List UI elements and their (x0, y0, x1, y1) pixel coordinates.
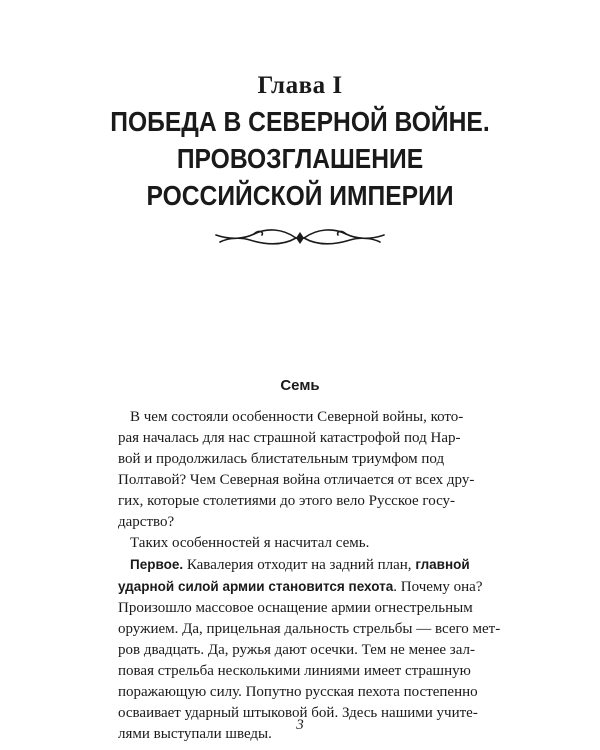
emphasis-text: главной (415, 557, 470, 572)
text-line: вой и продолжилась блистательным триумфом под (118, 451, 445, 467)
text-fragment: Кавалерия отходит на задний план, (183, 557, 416, 573)
text-line: В чем состояли особенности Северной войны, кото- (130, 409, 464, 425)
chapter-title-line: РОССИЙСКОЙ ИМПЕРИИ (146, 180, 454, 211)
chapter-title-line: ПОБЕДА В СЕВЕРНОЙ ВОЙНЕ. (110, 106, 490, 137)
text-fragment: . Почему она? (393, 579, 483, 595)
flourish-divider-icon (210, 226, 390, 250)
text-line: ров двадцать. Да, ружья дают осечки. Тем не менее зал- (118, 642, 476, 658)
text-line: лями выступали шведы. (118, 726, 272, 742)
text-line: оружием. Да, прицельная дальность стрельбы — всего мет- (118, 621, 501, 637)
text-line: повая стрельба несколькими линиями имеет страшную (118, 663, 471, 679)
chapter-label: Глава I (257, 72, 343, 99)
text-line: гих, которые столетиями до этого вело Русское госу- (118, 493, 456, 509)
section-title: Семь (280, 377, 320, 394)
paragraph-lead: Первое. (130, 557, 184, 572)
text-line: Таких особенностей я насчитал семь. (130, 535, 370, 551)
text-line (118, 554, 550, 576)
text-line: рая началась для нас страшной катастрофой под Нар- (118, 430, 461, 446)
chapter-title (36, 103, 564, 214)
emphasis-text: ударной силой армии становится пехота (118, 579, 394, 594)
page-number: 3 (296, 717, 304, 733)
text-line: осваивает ударный штыковой бой. Здесь нашими учите- (118, 705, 478, 721)
text-line: Полтавой? Чем Северная война отличается от всех дру- (118, 472, 475, 488)
text-line: поражающую силу. Попутно русская пехота постепенно (118, 684, 478, 700)
chapter-title-line: ПРОВОЗГЛАШЕНИЕ (176, 143, 424, 174)
body-text (118, 407, 550, 745)
text-line (118, 576, 550, 598)
text-line: дарство? (118, 514, 175, 530)
text-line: Произошло массовое оснащение армии огнестрельным (118, 600, 473, 616)
